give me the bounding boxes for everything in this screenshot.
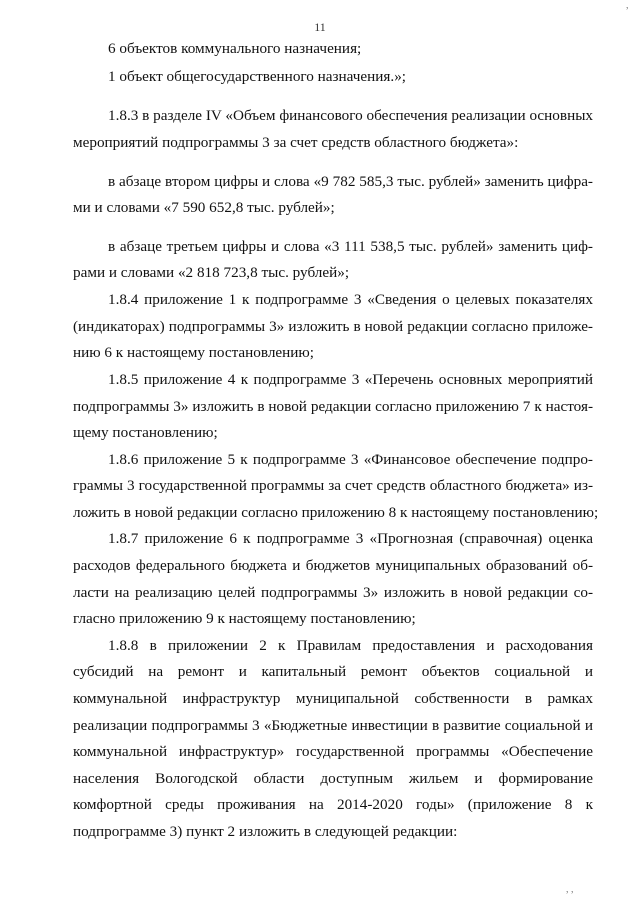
text-line: ласти на реализацию целей подпрограммы 3» изложить в новой редакции со- xyxy=(73,584,593,601)
text-line: населения Вологодской области доступным жильем и формирование xyxy=(73,770,593,787)
text-line: граммы 3 государственной программы за счет средств областного бюджета» из- xyxy=(73,477,593,494)
text-line: мероприятий подпрограммы 3 за счет средств областного бюджета»: xyxy=(73,134,519,151)
text-line: 6 объектов коммунального назначения; xyxy=(108,40,362,57)
text-line: 1.8.6 приложение 5 к подпрограмме 3 «Финансовое обеспечение подпро- xyxy=(108,451,593,468)
text-line: рами и словами «2 818 723,8 тыс. рублей»; xyxy=(73,264,350,281)
text-line: в абзаце втором цифры и слова «9 782 585,3 тыс. рублей» заменить цифра- xyxy=(108,173,593,190)
text-line: щему постановлению; xyxy=(73,424,218,441)
text-line: (индикаторах) подпрограммы 3» изложить в новой редакции согласно приложе- xyxy=(73,318,593,335)
text-line: 1 объект общегосударственного назначения.»; xyxy=(108,68,407,85)
text-line: комфортной среды проживания на 2014-2020 годы» (приложение 8 к xyxy=(73,796,593,813)
text-line: 1.8.5 приложение 4 к подпрограмме 3 «Перечень основных мероприятий xyxy=(108,371,593,388)
page-number: 11 xyxy=(314,20,326,34)
corner-mark: , , xyxy=(566,884,574,895)
text-line: подпрограммы 3» изложить в новой редакции согласно приложению 7 к настоя- xyxy=(73,398,593,415)
text-line: ми и словами «7 590 652,8 тыс. рублей»; xyxy=(73,199,335,216)
text-line: в абзаце третьем цифры и слова «3 111 538,5 тыс. рублей» заменить циф- xyxy=(108,238,593,255)
text-line: коммунальной инфраструктур» государственной программы «Обеспечение xyxy=(73,743,593,760)
text-line: расходов федерального бюджета и бюджетов муниципальных образований об- xyxy=(73,557,593,574)
text-line: 1.8.3 в разделе IV «Объем финансового обеспечения реализации основных xyxy=(108,107,593,124)
text-line: подпрограмме 3) пункт 2 изложить в следующей редакции: xyxy=(73,823,458,840)
text-line: субсидий на ремонт и капитальный ремонт объектов социальной и xyxy=(73,663,593,680)
text-line: ложить в новой редакции согласно приложению 8 к настоящему постановлению; xyxy=(73,504,599,521)
text-line: нию 6 к настоящему постановлению; xyxy=(73,344,314,361)
text-line: 1.8.8 в приложении 2 к Правилам предоставления и расходования xyxy=(108,637,593,654)
text-line: 1.8.4 приложение 1 к подпрограмме 3 «Сведения о целевых показателях xyxy=(108,291,593,308)
corner-mark: , xyxy=(626,0,629,11)
text-line: гласно приложению 9 к настоящему постановлению; xyxy=(73,610,416,627)
text-line: коммунальной инфраструктур муниципальной собственности в рамках xyxy=(73,690,593,707)
text-line: 1.8.7 приложение 6 к подпрограмме 3 «Прогнозная (справочная) оценка xyxy=(108,530,593,547)
text-line: реализации подпрограммы 3 «Бюджетные инвестиции в развитие социальной и xyxy=(73,717,593,734)
